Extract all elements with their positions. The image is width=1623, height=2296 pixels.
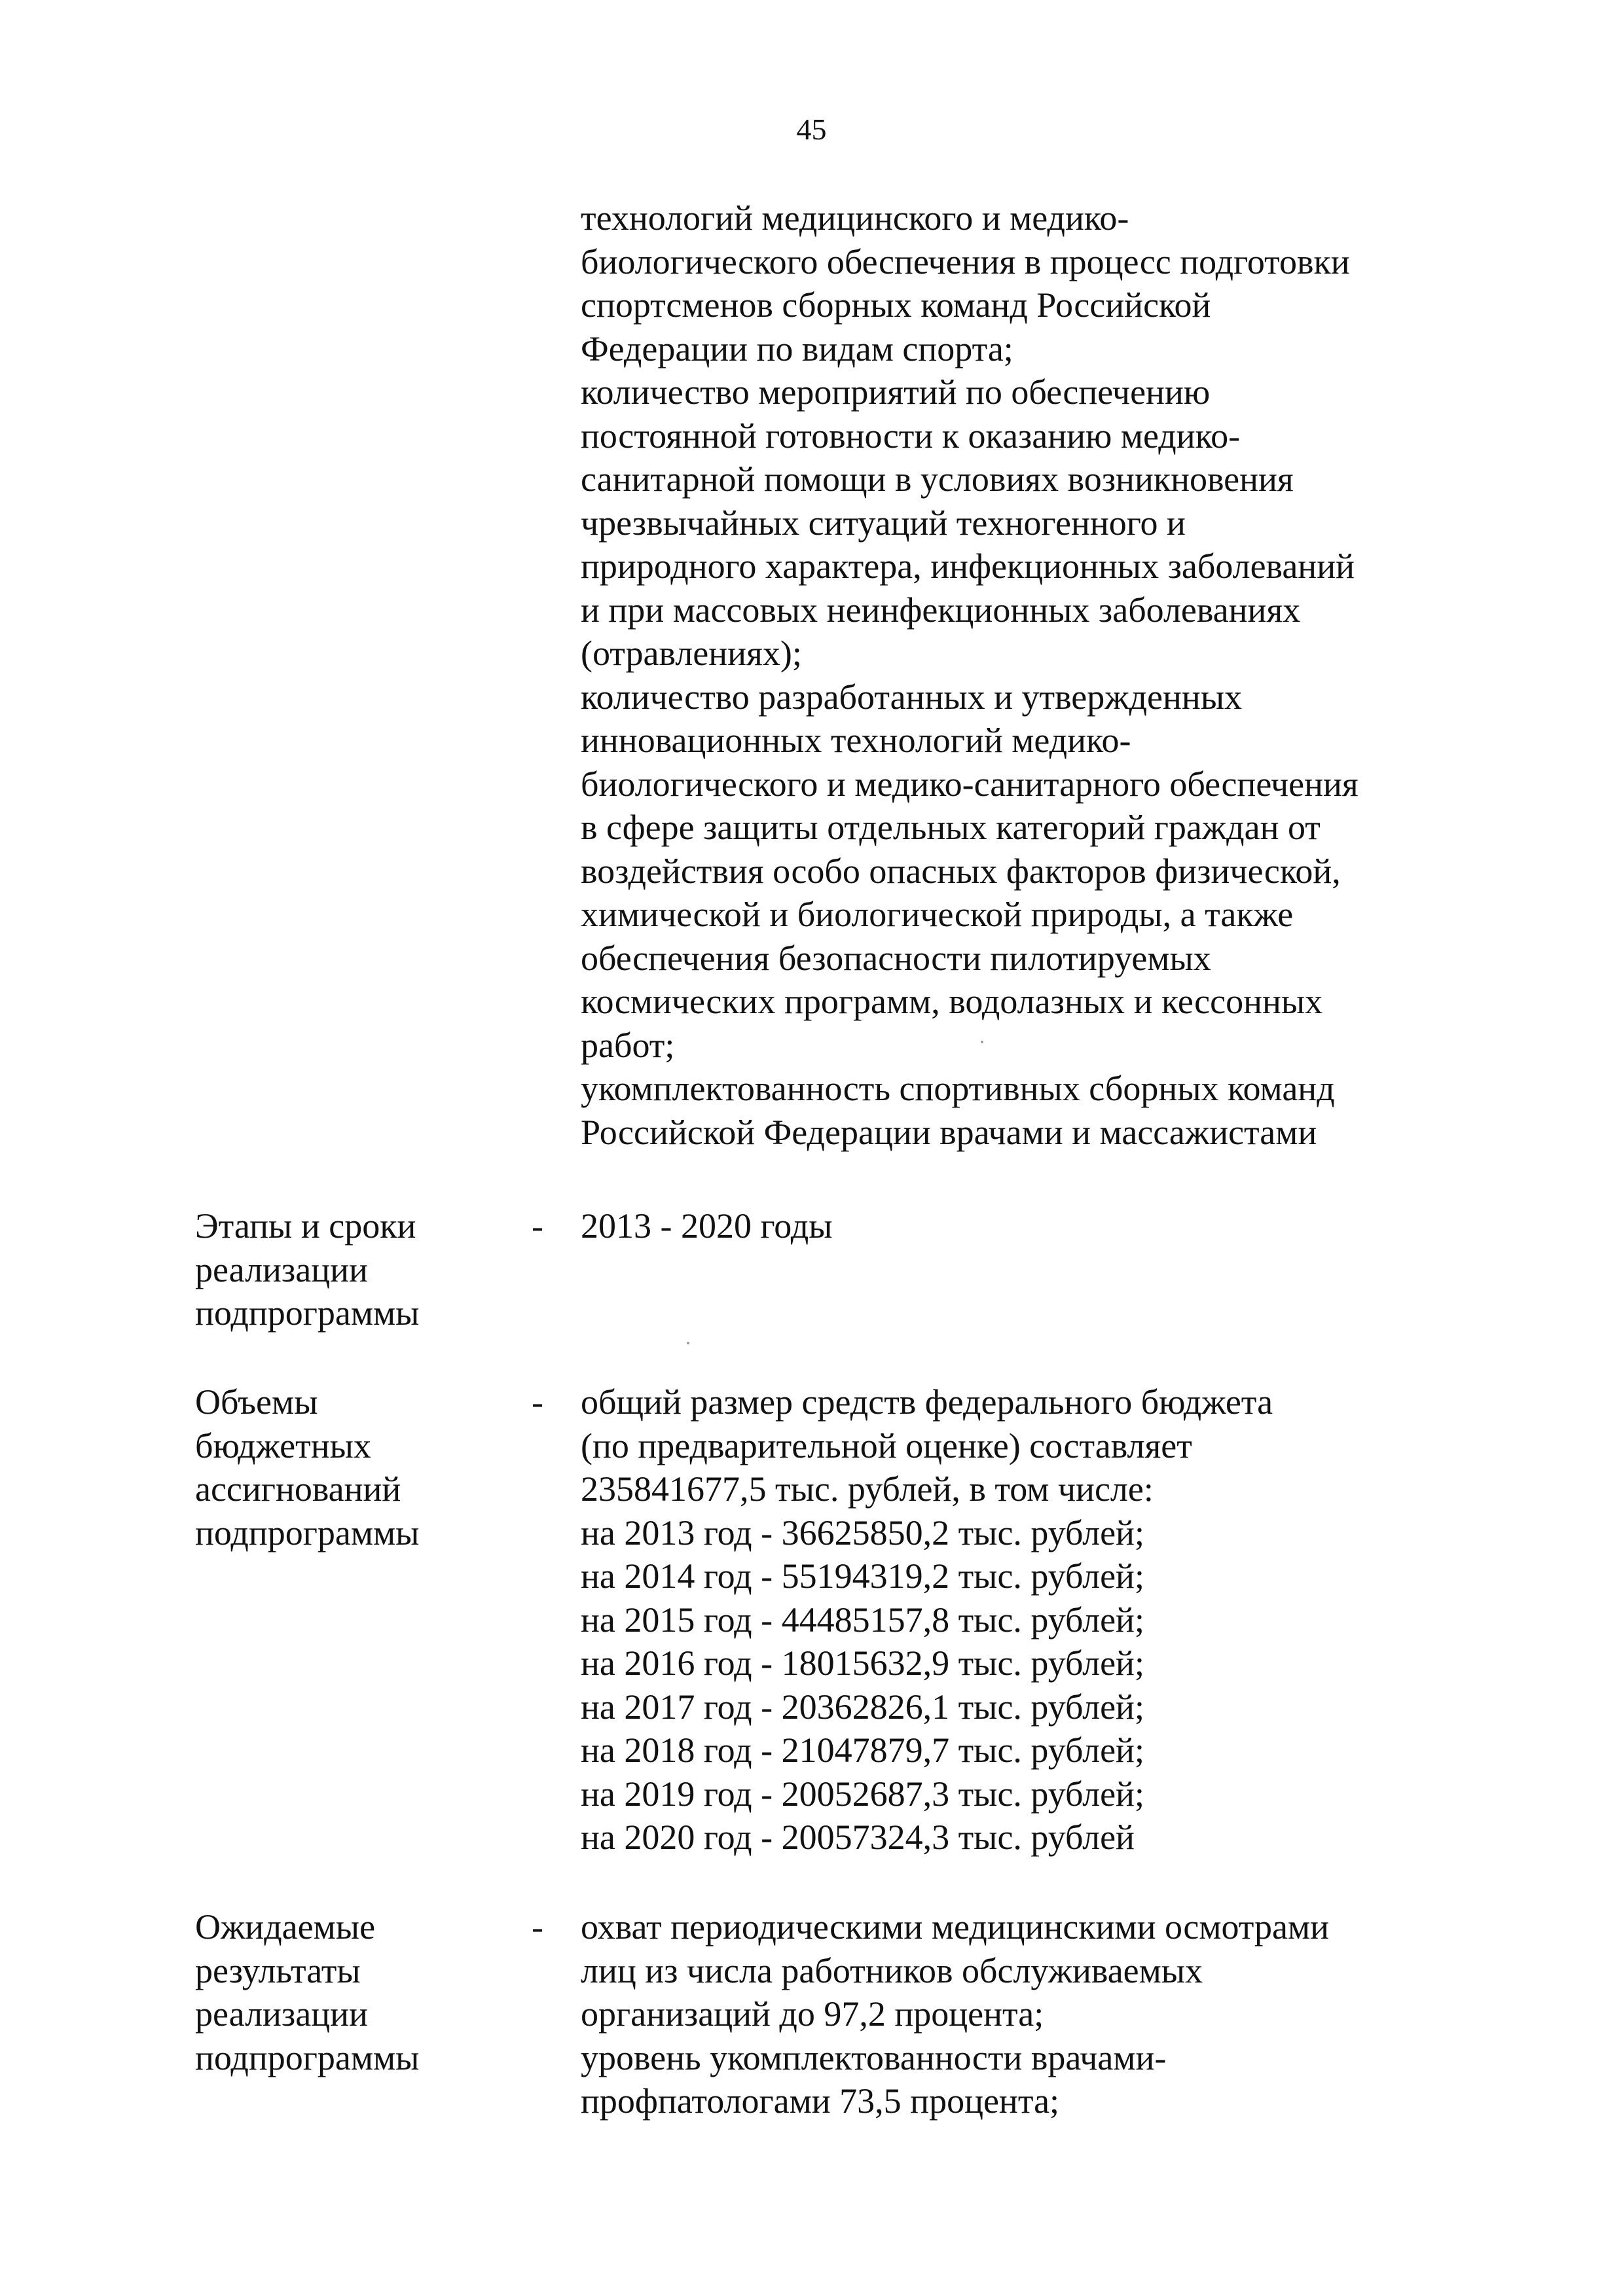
label-line: Этапы и сроки (195, 1206, 416, 1246)
stages-label (195, 1204, 419, 1335)
budget-year-line: на 2019 год - 20052687,3 тыс. рублей; (581, 1774, 1144, 1814)
text-line: общий размер средств федерального бюджета (581, 1382, 1273, 1422)
results-content (581, 1905, 1329, 2123)
text-line: охват периодическими медицинскими осмотрами (581, 1907, 1330, 1946)
text-line: технологий медицинского и медико- (581, 198, 1129, 238)
label-line: подпрограммы (195, 1293, 420, 1333)
text-line: космических программ, водолазных и кессонных (581, 982, 1323, 1021)
text-line: в сфере защиты отдельных категорий граждан от (581, 808, 1321, 847)
budget-year-line: на 2015 год - 44485157,8 тыс. рублей; (581, 1600, 1144, 1640)
budget-year-line: на 2017 год - 20362826,1 тыс. рублей; (581, 1687, 1144, 1727)
label-line: реализации (195, 1249, 368, 1289)
text-line: 235841677,5 тыс. рублей, в том числе: (581, 1469, 1154, 1509)
budget-label (195, 1380, 419, 1554)
budget-year-line: на 2018 год - 21047879,7 тыс. рублей; (581, 1731, 1144, 1770)
text-line: укомплектованность спортивных сборных команд (581, 1069, 1335, 1108)
text-line: обеспечения безопасности пилотируемых (581, 938, 1211, 978)
label-line: ассигнований (195, 1469, 401, 1509)
text-line: работ; (581, 1025, 675, 1065)
text-line: Федерации по видам спорта; (581, 329, 1013, 368)
budget-year-line: на 2014 год - 55194319,2 тыс. рублей; (581, 1556, 1144, 1596)
text-line: (по предварительной оценке) составляет (581, 1426, 1192, 1465)
text-line: постоянной готовности к оказанию медико- (581, 416, 1241, 456)
separator-dash: - (532, 1206, 543, 1246)
scan-speck (687, 1342, 689, 1344)
budget-year-line: на 2020 год - 20057324,3 тыс. рублей (581, 1818, 1135, 1857)
text-line: биологического и медико-санитарного обеспечения (581, 764, 1359, 804)
text-line: химической и биологической природы, а также (581, 895, 1294, 934)
label-line: бюджетных (195, 1426, 371, 1465)
text-line: лиц из числа работников обслуживаемых (581, 1950, 1203, 1990)
budget-year-line: на 2013 год - 36625850,2 тыс. рублей; (581, 1513, 1144, 1552)
text-line: спортсменов сборных команд Российской (581, 285, 1211, 325)
text-line: биологического обеспечения в процесс подготовки (581, 242, 1350, 281)
label-line: Объемы (195, 1382, 318, 1422)
text-line: инновационных технологий медико- (581, 721, 1131, 760)
separator-dash: - (532, 1907, 543, 1946)
text-line: 2013 - 2020 годы (581, 1206, 833, 1246)
text-line: санитарной помощи в условиях возникновения (581, 459, 1294, 499)
results-label (195, 1905, 419, 2079)
text-line: Российской Федерации врачами и массажистами (581, 1112, 1317, 1152)
text-line: профпатологами 73,5 процента; (581, 2081, 1060, 2121)
budget-year-line: на 2016 год - 18015632,9 тыс. рублей; (581, 1643, 1144, 1683)
text-line: уровень укомплектованности врачами- (581, 2037, 1167, 2077)
budget-content (581, 1380, 1273, 1859)
separator-dash: - (532, 1382, 543, 1422)
label-line: подпрограммы (195, 1513, 420, 1552)
page-number: 45 (796, 113, 827, 146)
text-line: чрезвычайных ситуаций техногенного и (581, 503, 1186, 543)
text-line: воздействия особо опасных факторов физической, (581, 851, 1341, 891)
text-line: (отравлениях); (581, 634, 802, 673)
scan-speck (981, 1041, 983, 1043)
label-line: подпрограммы (195, 2037, 420, 2077)
continued-indicators-text (581, 196, 1359, 1154)
label-line: реализации (195, 1994, 368, 2034)
stages-content (581, 1204, 833, 1248)
text-line: природного характера, инфекционных заболеваний (581, 547, 1355, 586)
label-line: результаты (195, 1950, 361, 1990)
text-line: количество разработанных и утвержденных (581, 677, 1243, 717)
label-line: Ожидаемые (195, 1907, 376, 1946)
text-line: количество мероприятий по обеспечению (581, 372, 1211, 412)
text-line: и при массовых неинфекционных заболеваниях (581, 590, 1301, 630)
text-line: организаций до 97,2 процента; (581, 1994, 1044, 2034)
